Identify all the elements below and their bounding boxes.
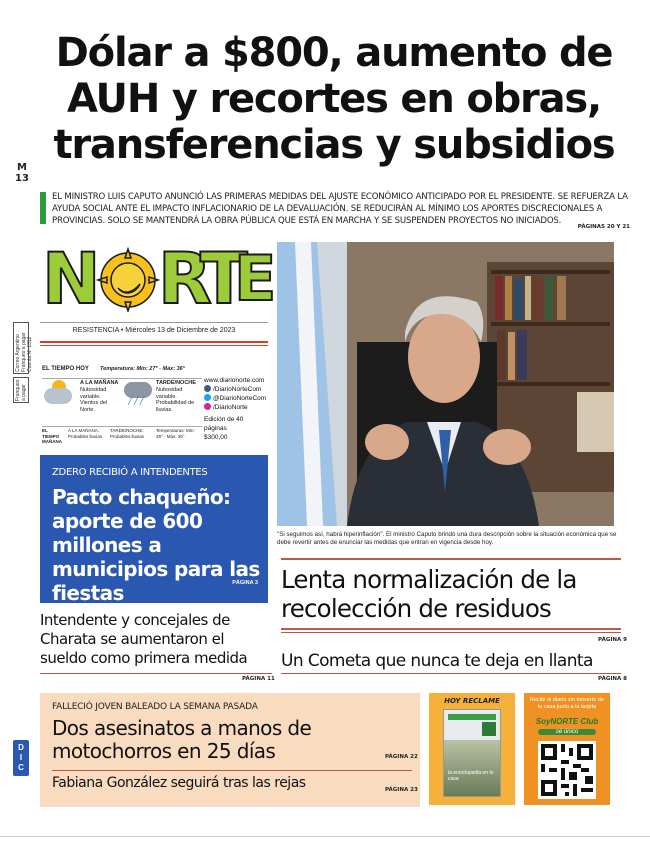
afternoon-label: TARDE/NOCHE xyxy=(156,380,196,386)
weather-temps: Temperatura: Mín: 27° - Máx: 36° xyxy=(100,366,185,372)
lenta-headline[interactable]: Lenta normalización de la recolección de residuos xyxy=(281,565,577,623)
tomorrow-morning: A LA MAÑANA: Probables lluvias xyxy=(68,428,103,439)
beige-headline-page: PÁGINA 22 xyxy=(385,754,418,760)
twitter-handle: @DiarioNorteCom xyxy=(213,395,267,402)
lenta-page-ref: PÁGINA 9 xyxy=(598,637,627,643)
month-tab xyxy=(13,740,29,776)
promo2-brand: SoyNORTE Club xyxy=(535,717,599,726)
facebook-link[interactable] xyxy=(204,385,270,394)
month-label: DIC xyxy=(18,743,24,772)
tomorrow-afternoon: TARDE/NOCHE: Probables lluvias xyxy=(110,428,145,439)
headline-line-2: AUH y recortes en obras, xyxy=(67,76,601,122)
rule-lenta-bottom xyxy=(281,628,621,630)
deck-accent-bar xyxy=(40,192,46,224)
logo-letter-r: R xyxy=(158,238,209,320)
cover-badge xyxy=(482,722,496,736)
rule-top xyxy=(40,322,268,323)
book-cover xyxy=(443,709,501,797)
edge-code-letter: M xyxy=(17,162,27,173)
promo2-text: Recibí el diario sin moverte de tu casa junto a la tarjeta xyxy=(530,697,604,710)
dateline: RESISTENCIA • Miércoles 13 de Diciembre de 2023 xyxy=(72,327,236,334)
beige-kicker: FALLECIÓ JOVEN BALEADO LA SEMANA PASADA xyxy=(52,702,258,712)
edge-code xyxy=(12,162,32,184)
afternoon-desc: Nubosidad variable. Probabilidad de lluvias. xyxy=(156,387,195,413)
promo-enciclopedia[interactable] xyxy=(429,693,515,805)
main-headline xyxy=(40,30,628,168)
headline-line-3: transferencias y subsidios xyxy=(53,122,615,168)
logo-letter-n: N xyxy=(42,238,98,320)
bluebox-kicker: ZDERO RECIBIÓ A INTENDENTES xyxy=(52,467,208,478)
postal-stamp-2: Franqueo a pagar xyxy=(13,377,29,403)
rain-icon: ╱╱╱ xyxy=(128,396,146,405)
beige-headline: Dos asesinatos a manos de motochorros en 25 días xyxy=(52,716,312,763)
tomorrow-temps: Temperaturas: Mín: 28° - Máx: 36° xyxy=(156,428,195,439)
cometa-headline[interactable]: Un Cometa que nunca te deja en llanta xyxy=(281,651,593,671)
promo2-tag: sé único xyxy=(538,729,596,735)
edge-code-number: 13 xyxy=(15,173,29,184)
edition-info: Edición de 40 páginas xyxy=(204,416,244,432)
page-bottom-border xyxy=(0,836,650,837)
weather-title: EL TIEMPO HOY xyxy=(42,366,89,372)
cometa-page-ref: PÁGINA 8 xyxy=(598,676,627,682)
postal-stamp: Correo Argentino Franqueo a pagar Cuenta Nº 1312 xyxy=(13,322,29,374)
norte-logo xyxy=(40,238,274,320)
instagram-link[interactable] xyxy=(204,403,270,412)
promo-soynorte[interactable] xyxy=(524,693,610,805)
sun-icon xyxy=(96,246,160,312)
deck-page-ref: PÁGINAS 20 Y 21 xyxy=(577,224,630,230)
charata-page-ref: PÁGINA 11 xyxy=(242,676,275,682)
beige-subheadline: Fabiana González seguirá tras las rejas xyxy=(52,775,306,791)
website-link[interactable]: www.diarionorte.com xyxy=(204,377,265,384)
twitter-link[interactable] xyxy=(204,394,270,403)
logo-letter-t: T xyxy=(200,238,245,320)
rule-red-1 xyxy=(40,341,268,343)
rule-cometa xyxy=(281,673,621,674)
social-links xyxy=(204,376,270,442)
cover-band xyxy=(448,714,496,720)
morning-label: A LA MAÑANA xyxy=(80,380,119,386)
promo-title: HOY RECLAME xyxy=(444,697,500,705)
rule-lenta-top xyxy=(281,558,621,560)
beige-story-box[interactable] xyxy=(40,693,420,807)
weather-panel xyxy=(40,366,268,446)
qr-code-icon[interactable] xyxy=(538,741,596,799)
rule-lenta-bottom-2 xyxy=(281,632,621,633)
morning-desc: Nubosidad variable. Vientos del Norte. xyxy=(80,387,108,413)
caputo-photo xyxy=(277,242,614,526)
instagram-icon xyxy=(204,403,211,410)
deck-text: EL MINISTRO LUIS CAPUTO ANUNCIÓ LAS PRIMERAS MEDIDAS DEL AJUSTE ECONÓMICO ANTICIPADO POR EL PRESIDENTE. SE REFUERZA LA AYUDA SOCIAL ANTE EL IMPACTO INFLACIONARIO DE LA DEVALUACIÓN. SE REDUCIRÁN AL MÍNIMO LOS APORTES DISCRECIONALES A PROVINCIAS. SOLO SE MANTENDRÁ LA OBRA PÚBLICA QUE ESTÁ EN MARCHA Y SE SUSPENDEN PROYECTOS NO INICIADOS. xyxy=(52,192,628,226)
rule-red-2 xyxy=(40,345,268,346)
cover-image xyxy=(444,740,500,796)
instagram-handle: /DiarioNorte xyxy=(213,404,248,411)
tomorrow-label: EL TIEMPO MAÑANA xyxy=(42,428,62,444)
bluebox-story[interactable] xyxy=(40,455,268,603)
charata-headline[interactable]: Intendente y concejales de Charata se aumentaron el sueldo como primera medida xyxy=(40,611,248,667)
facebook-handle: /DiarioNorteCom xyxy=(213,386,262,393)
cover-text: la enciclopedia en tu casa xyxy=(448,770,494,782)
headline-line-1: Dólar a $800, aumento de xyxy=(55,30,613,76)
price: $300,00 xyxy=(204,434,228,441)
bluebox-headline: Pacto chaqueño: aporte de 600 millones a municipios para las fiestas xyxy=(52,485,260,605)
photo-caption: "Si seguimos así, habrá hiperinflación". El ministro Caputo brindó una dura descripción sobre la situación económica que se debe revertir antes de enunciar las medidas que entran en vigencia desde hoy. xyxy=(277,531,617,546)
beige-sub-page: PÁGINA 23 xyxy=(385,787,418,793)
rule-charata xyxy=(40,673,272,674)
cloud-icon-morning xyxy=(44,388,72,404)
logo-letter-e: E xyxy=(234,242,274,315)
facebook-icon xyxy=(204,385,211,392)
twitter-icon xyxy=(204,394,211,401)
bluebox-page-ref: PÁGINA 3 xyxy=(232,580,258,586)
